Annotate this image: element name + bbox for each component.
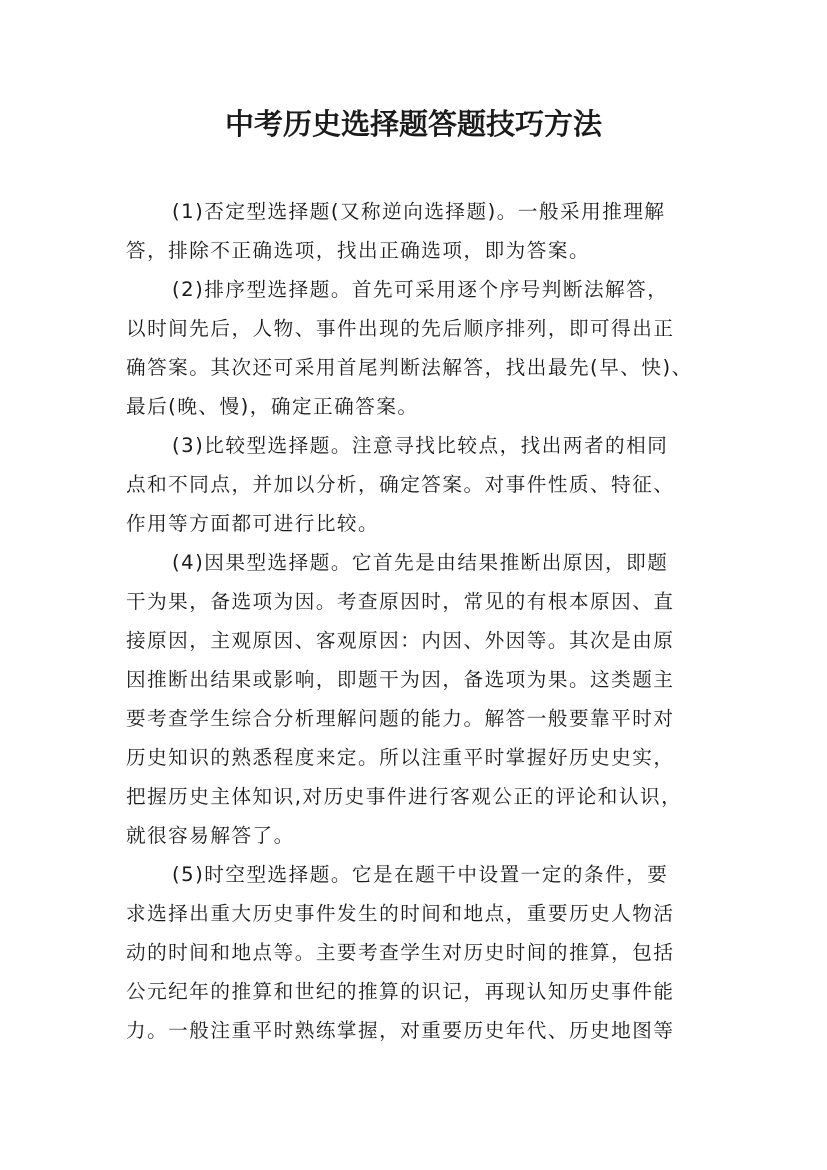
text-line: (5)时空型选择题。它是在题干中设置一定的条件，要 <box>172 863 669 886</box>
text-line: 接原因，主观原因、客观原因：内因、外因等。其次是由原 <box>126 629 675 652</box>
text-line: (2)排序型选择题。首先可采用逐个序号判断法解答， <box>172 278 669 301</box>
text-line: 干为果，备选项为因。考查原因时，常见的有根本原因、直 <box>126 590 675 613</box>
text-line: 因推断出结果或影响，即题干为因，备选项为果。这类题主 <box>126 668 675 691</box>
text-line: (1)否定型选择题(又称逆向选择题)。一般采用推理解 <box>172 200 666 223</box>
text-line: 最后(晚、慢)，确定正确答案。 <box>126 395 419 418</box>
text-line: 作用等方面都可进行比较。 <box>126 512 380 535</box>
text-line: (3)比较型选择题。注意寻找比较点，找出两者的相同 <box>172 434 669 457</box>
text-line: 就很容易解答了。 <box>126 824 295 847</box>
text-line: 把握历史主体知识,对历史事件进行客观公正的评论和认识， <box>126 785 683 808</box>
text-line: 力。一般注重平时熟练掌握，对重要历史年代、历史地图等 <box>126 1019 675 1042</box>
text-line: 动的时间和地点等。主要考查学生对历史时间的推算，包括 <box>126 941 675 964</box>
text-line: 求选择出重大历史事件发生的时间和地点，重要历史人物活 <box>126 902 675 925</box>
text-line: 确答案。其次还可采用首尾判断法解答，找出最先(早、快)、 <box>126 356 693 379</box>
text-line: 历史知识的熟悉程度来定。所以注重平时掌握好历史史实， <box>126 746 675 769</box>
document-title: 中考历史选择题答题技巧方法 <box>224 107 602 141</box>
document-body <box>126 192 726 1050</box>
text-line: 以时间先后，人物、事件出现的先后顺序排列，即可得出正 <box>126 317 675 340</box>
text-line: 公元纪年的推算和世纪的推算的识记，再现认知历史事件能 <box>126 980 675 1003</box>
text-line: 答，排除不正确选项，找出正确选项，即为答案。 <box>126 239 591 262</box>
text-line: 要考查学生综合分析理解问题的能力。解答一般要靠平时对 <box>126 707 675 730</box>
text-line: (4)因果型选择题。它首先是由结果推断出原因，即题 <box>172 551 669 574</box>
text-line: 点和不同点，并加以分析，确定答案。对事件性质、特征、 <box>126 473 675 496</box>
